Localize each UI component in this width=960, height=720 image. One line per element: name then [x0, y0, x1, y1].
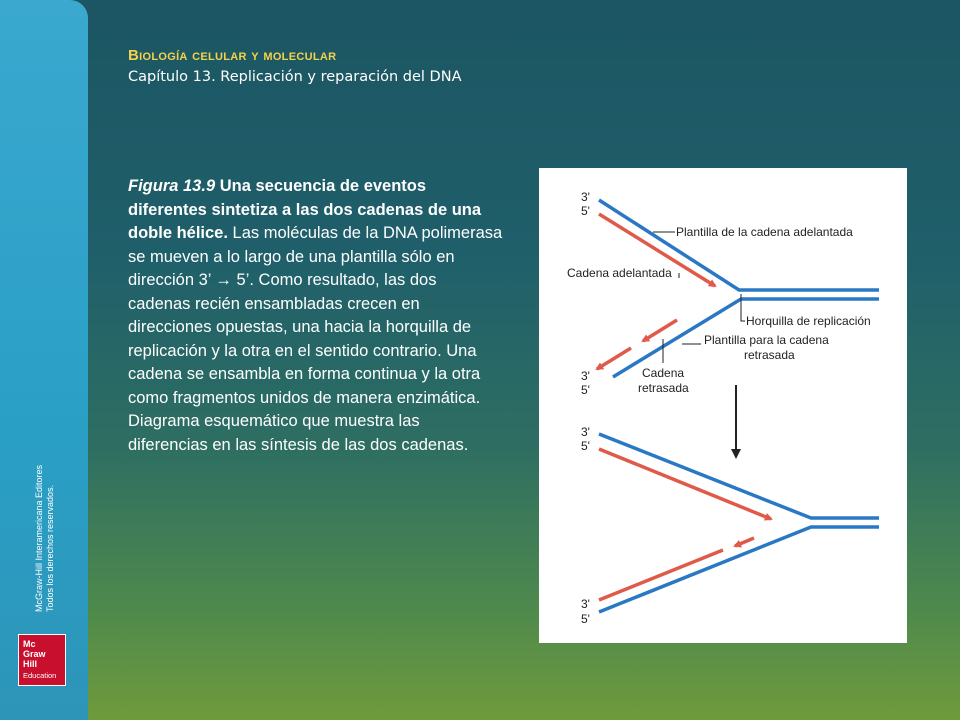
- label-lagging-template-1: Plantilla para la cadena: [704, 333, 829, 347]
- caption-bold-text: Una secuencia de eventos diferentes sintetiza a las dos cadenas de una doble hélice.: [128, 177, 482, 242]
- logo-line-3: Hill: [23, 659, 38, 669]
- label-lagging-strand-2: retrasada: [638, 381, 689, 395]
- logo-line-1: Mc: [23, 639, 36, 649]
- top-end-5-upper: 5': [581, 204, 590, 218]
- label-lagging-template-2: retrasada: [744, 348, 795, 362]
- logo-line-4: Education: [23, 671, 57, 680]
- sidebar: [0, 0, 88, 720]
- bottom-end-5-upper: 5': [581, 439, 590, 453]
- figure-label: Figura 13.9: [128, 177, 216, 195]
- label-lagging-strand-1: Cadena: [642, 366, 685, 380]
- bottom-end-3-upper: 3': [581, 425, 590, 439]
- copyright-line-1: McGraw-Hill Interamericana Editores: [34, 464, 44, 612]
- bottom-lagging-template: [599, 527, 879, 612]
- logo-line-2: Graw: [23, 649, 46, 659]
- replication-diagram: [539, 168, 907, 643]
- top-end-5-lower: 5': [581, 383, 590, 397]
- caption-body-text: Las moléculas de la DNA polimerasa se mueven a lo largo de una plantilla sólo en dirección 3’ → 5’. Como resultado, las dos cadenas recién ensambladas crecen en direcciones opuestas, una hacia la horquilla de replicación y la otra en el sentido contrario. Una cadena se ensambla en forma continua y la otra como fragmentos unidos de manera enzimática. Diagrama esquemático que muestra las diferencias en las síntesis de las dos cadenas.: [128, 224, 503, 454]
- bottom-end-5-lower: 5': [581, 612, 590, 626]
- okazaki-fragment-1: [643, 320, 677, 341]
- bottom-lagging-arrow: [735, 538, 754, 546]
- label-fork: Horquilla de replicación: [746, 314, 871, 328]
- top-end-3-upper: 3': [581, 190, 590, 204]
- replication-fork-figure: [539, 168, 907, 643]
- copyright-line-2: Todos los derechos reservados.: [45, 484, 55, 612]
- bottom-end-3-lower: 3': [581, 597, 590, 611]
- book-title: Biología celular y molecular: [128, 47, 337, 64]
- copyright-notice: [34, 465, 56, 612]
- label-leading-template: Plantilla de la cadena adelantada: [676, 225, 853, 239]
- bottom-fork-diagram: [581, 425, 879, 626]
- mcgraw-hill-logo: [18, 634, 66, 686]
- chapter-title: Capítulo 13. Replicación y reparación del DNA: [128, 69, 462, 85]
- top-fork-diagram: [567, 190, 879, 397]
- figure-caption: [128, 175, 503, 457]
- label-leading-strand: Cadena adelantada: [567, 266, 672, 280]
- bottom-leading-new: [599, 449, 771, 519]
- top-end-3-lower: 3': [581, 369, 590, 383]
- bottom-lagging-new: [599, 550, 723, 600]
- okazaki-fragment-2: [597, 348, 631, 369]
